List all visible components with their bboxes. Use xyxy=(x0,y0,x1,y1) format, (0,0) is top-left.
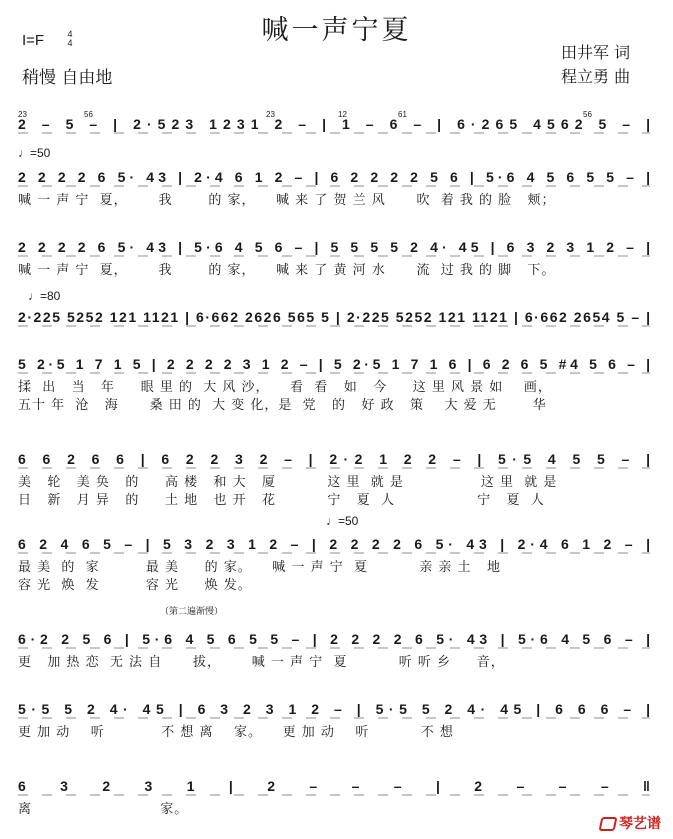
lyric-line-second-verse: 容 光 焕 发 容 光 焕 发。 xyxy=(18,578,252,593)
lyric-line: 更 加 热 恋 无 法 自 拔， 喊 一 声 宁 夏 听 听 乡 音， xyxy=(18,655,505,670)
metronome-marking: ♩=80 xyxy=(28,289,61,303)
score-row xyxy=(0,110,673,162)
grace-note: 56 xyxy=(84,110,93,119)
score-row xyxy=(0,350,673,413)
lyric-line: 更 加 动 听 不 想 离 家。 更 加 动 听 不 想 xyxy=(18,725,454,740)
jianpu-notes: 2 2 2 2 6 5· 43 | 5·6 4 5 6 – | 5 5 5 5 2 4· 45 | 6 3 2 3 1 2 – | xyxy=(18,239,650,255)
lyric-line: 最 美 的 家 最 美 的 家。 喊 一 声 宁 夏 亲 亲 土 地 xyxy=(18,560,501,575)
lyric-line-second-verse: 五十 年 沧 海 桑 田 的 大 变 化，是 党 的 好 政 策 大 爱 无 华 xyxy=(18,398,547,413)
jianpu-notes: 2 – 5 – | 2·523 1231 2 – | 1 – 6 – | 6·265 4562 5 – | xyxy=(18,116,650,132)
grace-note: 23 xyxy=(18,110,27,119)
score-row xyxy=(0,530,673,593)
jianpu-notes: 2·225 5252 121 1121 | 6·662 2626 565 5 | 2·225 5252 121 1121 | 6·662 2654 5 – | xyxy=(18,309,650,325)
composer-credit: 程立勇 曲 xyxy=(561,67,631,86)
score-row xyxy=(0,445,673,508)
jianpu-notes: 6 2 4 6 5 – | 5 3 2 3 1 2 – | 2 2 2 2 6 5· 43 | 2·4 6 1 2 – | xyxy=(18,536,651,552)
notation-line xyxy=(0,350,673,376)
score-row xyxy=(0,303,673,355)
grace-note: 61 xyxy=(398,110,407,119)
lyricist-credit: 田井军 词 xyxy=(561,43,631,62)
jianpu-notes: 5 2·5 1 7 1 5 | 2 2 2 2 3 1 2 – | 5 2·5 1 7 1 6 | 6 2 6 5 #4 5 6 – | xyxy=(18,356,650,372)
grace-note: 12 xyxy=(338,110,347,119)
time-signature: 4 4 xyxy=(67,29,73,48)
notation-line xyxy=(0,110,673,136)
key-signature: I=F xyxy=(22,32,45,49)
metronome-marking: ♩=50 xyxy=(326,514,359,528)
site-watermark: 琴艺谱 xyxy=(600,813,661,833)
metronome-marking: ♩=50 xyxy=(18,146,51,160)
song-title: 喊一声宁夏 xyxy=(261,15,412,46)
jianpu-notes: 6 6 2 6 6 | 6 2 2 3 2 – | 2·2 1 2 2 – | 5·5 4 5 5 – | xyxy=(18,451,651,467)
jianpu-notes: 6 3 2 3 1 | 2 – – – | 2 – – – ‖ xyxy=(18,778,651,794)
score-row xyxy=(0,772,673,824)
notation-line xyxy=(0,233,673,259)
logo-icon xyxy=(599,817,618,831)
score-row xyxy=(0,695,673,747)
lyric-line: 喊 一 声 宁 夏， 我 的 家， 喊 来 了 贺 兰 风 吹 着 我 的 脸 颊； xyxy=(18,193,556,208)
lyric-line: 美 轮 美 奂 的 高 楼 和 大 厦 这 里 就 是 这 里 就 是 xyxy=(18,475,558,490)
notation-line xyxy=(0,530,673,556)
tempo-text: 稍慢 自由地 xyxy=(22,68,113,88)
notation-line xyxy=(0,625,673,651)
rehearsal-note: （第二遍渐慢） xyxy=(160,607,224,617)
notation-line xyxy=(0,445,673,471)
score-row xyxy=(0,163,673,215)
jianpu-notes: 5·5 5 2 4· 45 | 6 3 2 3 1 2 – | 5·5 5 2 4· 45 | 6 6 6 – | xyxy=(18,701,650,717)
grace-note: 23 xyxy=(266,110,275,119)
grace-note: 56 xyxy=(583,110,592,119)
lyric-line: 离 家。 xyxy=(18,802,189,817)
lyric-line: 揉 出 当 年 眼 里 的 大 风 沙， 看 看 如 今 这 里 风 景 如 画， xyxy=(18,380,552,395)
lyric-line: 喊 一 声 宁 夏， 我 的 家， 喊 来 了 黄 河 水 流 过 我 的 脚 下。 xyxy=(18,263,556,278)
notation-line xyxy=(0,772,673,798)
jianpu-notes: 6·2 2 5 6 | 5·6 4 5 6 5 5 – | 2 2 2 2 6 5· 43 | 5·6 4 5 6 – | xyxy=(18,631,651,647)
score-row xyxy=(0,625,673,677)
notation-line xyxy=(0,163,673,189)
jianpu-notes: 2 2 2 2 6 5· 43 | 2·4 6 1 2 – | 6 2 2 2 2 5 6 | 5·6 4 5 6 5 5 – | xyxy=(18,169,650,185)
notation-line xyxy=(0,695,673,721)
score-row xyxy=(0,233,673,285)
notation-line xyxy=(0,303,673,329)
lyric-line-second-verse: 日 新 月 异 的 土 地 也 开 花 宁 夏 人 宁 夏 人 xyxy=(18,493,545,508)
